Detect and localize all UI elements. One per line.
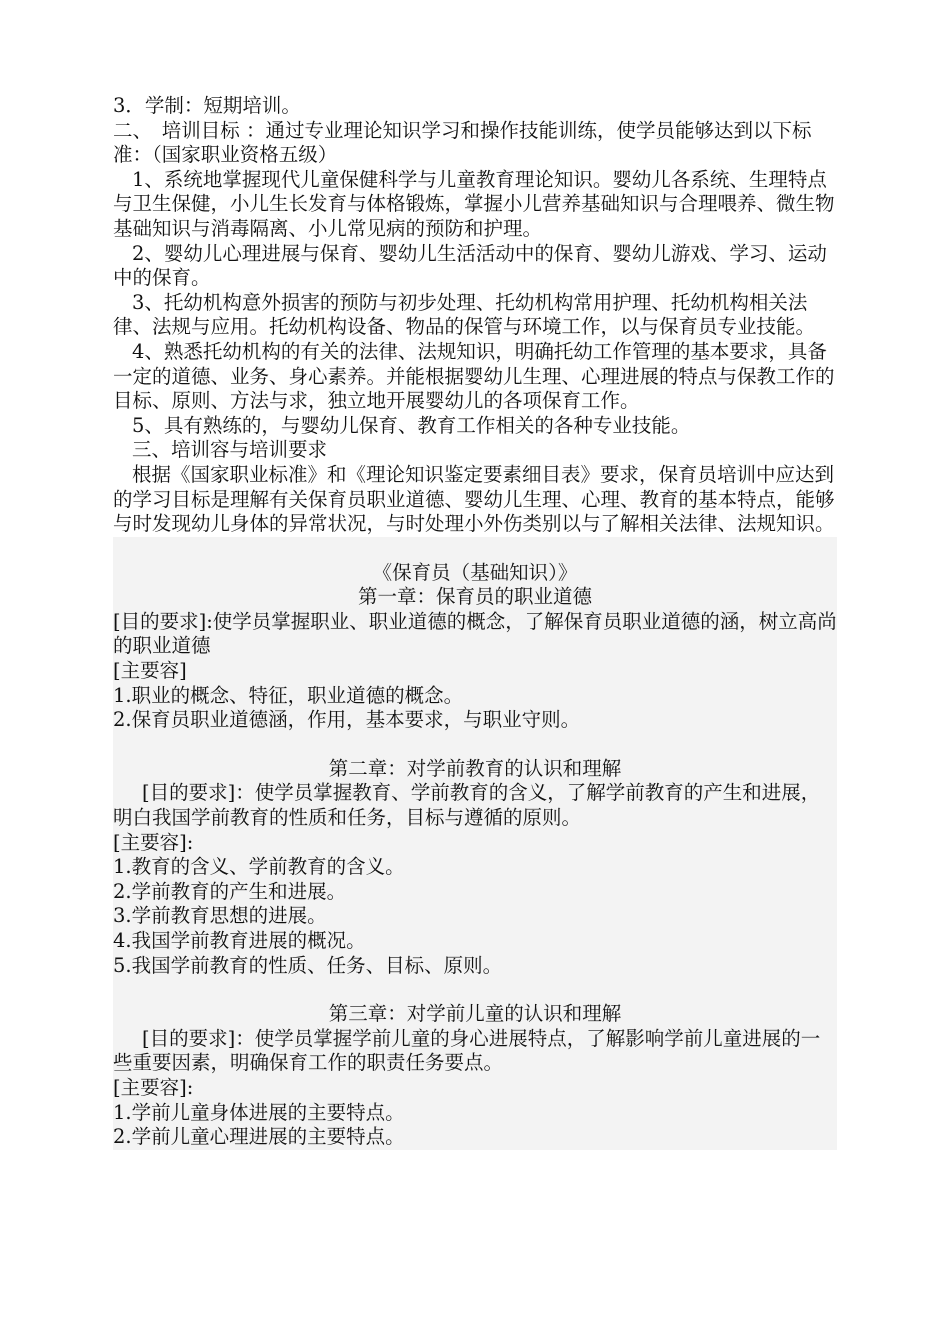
chapter-3-content-label: [主要容]: bbox=[113, 1075, 194, 1099]
training-content-heading: 三、培训容与培训要求 bbox=[132, 438, 328, 462]
chapter-1-goal: [目的要求]:使学员掌握职业、职业道德的概念，了解保育员职业道德的涵，树立高尚的职业道德 bbox=[113, 609, 837, 658]
chapter-1-item-2: 2.保育员职业道德涵，作用，基本要求，与职业守则。 bbox=[113, 708, 581, 732]
chapter-3-title: 第三章：对学前儿童的认识和理解 bbox=[328, 1002, 622, 1026]
chapter-2-item-1: 1.教育的含义、学前教育的含义。 bbox=[113, 855, 405, 879]
goal-item-4: 4、熟悉托幼机构的有关的法律、法规知识，明确托幼工作管理的基本要求，具备一定的道德、业务、身心素养。并能根据婴幼儿生理、心理进展的特点与保教工作的目标、原则、方法与求，独立地开展婴幼儿的各项保育工作。 bbox=[113, 339, 835, 413]
document-page bbox=[113, 94, 837, 1150]
chapter-2-title: 第二章：对学前教育的认识和理解 bbox=[328, 756, 622, 780]
chapter-2-item-3: 3.学前教育思想的进展。 bbox=[113, 904, 327, 928]
chapter-1-content-label: [主要容] bbox=[113, 659, 187, 683]
chapter-3-goal: [目的要求]：使学员掌握学前儿童的身心进展特点，了解影响学前儿童进展的一些重要因素，明确保育工作的职责任务要点。 bbox=[113, 1026, 821, 1075]
training-goals-heading: 二、 培训目标 ：通过专业理论知识学习和操作技能训练，使学员能够达到以下标准：（国家职业资格五级） bbox=[113, 118, 812, 167]
chapter-1-item-1: 1.职业的概念、特征，职业道德的概念。 bbox=[113, 683, 464, 707]
chapter-band bbox=[113, 537, 837, 1150]
chapter-2-content-label: [主要容]: bbox=[113, 830, 194, 854]
chapter-3-item-1: 1.学前儿童身体进展的主要特点。 bbox=[113, 1100, 405, 1124]
chapter-1-title: 第一章：保育员的职业道德 bbox=[357, 585, 592, 609]
goal-item-1: 1、系统地掌握现代儿童保健科学与儿童教育理论知识。婴幼儿各系统、生理特点与卫生保健，小儿生长发育与体格锻炼，掌握小儿营养基础知识与合理喂养、微生物基础知识与消毒隔离、小儿常见病的预防和护理。 bbox=[113, 167, 835, 240]
chapter-2-item-5: 5.我国学前教育的性质、任务、目标、原则。 bbox=[113, 953, 503, 977]
training-content-paragraph: 根据《国家职业标准》和《理论知识鉴定要素细目表》要求，保育员培训中应达到的学习目标是理解有关保育员职业道德、婴幼儿生理、心理、教育的基本特点，能够与时发现幼儿身体的异常状况，与时处理小外伤类别以与了解相关法律、法规知识。 bbox=[113, 462, 835, 536]
goal-item-3: 3、托幼机构意外损害的预防与初步处理、托幼机构常用护理、托幼机构相关法律、法规与应用。托幼机构设备、物品的保管与环境工作，以与保育员专业技能。 bbox=[113, 290, 816, 339]
chapter-2-goal: [目的要求]：使学员掌握教育、学前教育的含义，了解学前教育的产生和进展，明白我国学前教育的性质和任务，目标与遵循的原则。 bbox=[113, 781, 821, 830]
book-title: 《保育员（基础知识）》 bbox=[372, 560, 578, 584]
chapter-2-item-4: 4.我国学前教育进展的概况。 bbox=[113, 929, 366, 952]
duration-line: 3．学制：短期培训。 bbox=[113, 94, 301, 117]
goal-item-5: 5、具有熟练的，与婴幼儿保育、教育工作相关的各种专业技能。 bbox=[132, 413, 691, 437]
chapter-2-item-2: 2.学前教育的产生和进展。 bbox=[113, 879, 347, 903]
chapter-3-item-2: 2.学前儿童心理进展的主要特点。 bbox=[113, 1125, 405, 1149]
goal-item-2: 2、婴幼儿心理进展与保育、婴幼儿生活活动中的保育、婴幼儿游戏、学习、运动中的保育。 bbox=[113, 241, 827, 290]
